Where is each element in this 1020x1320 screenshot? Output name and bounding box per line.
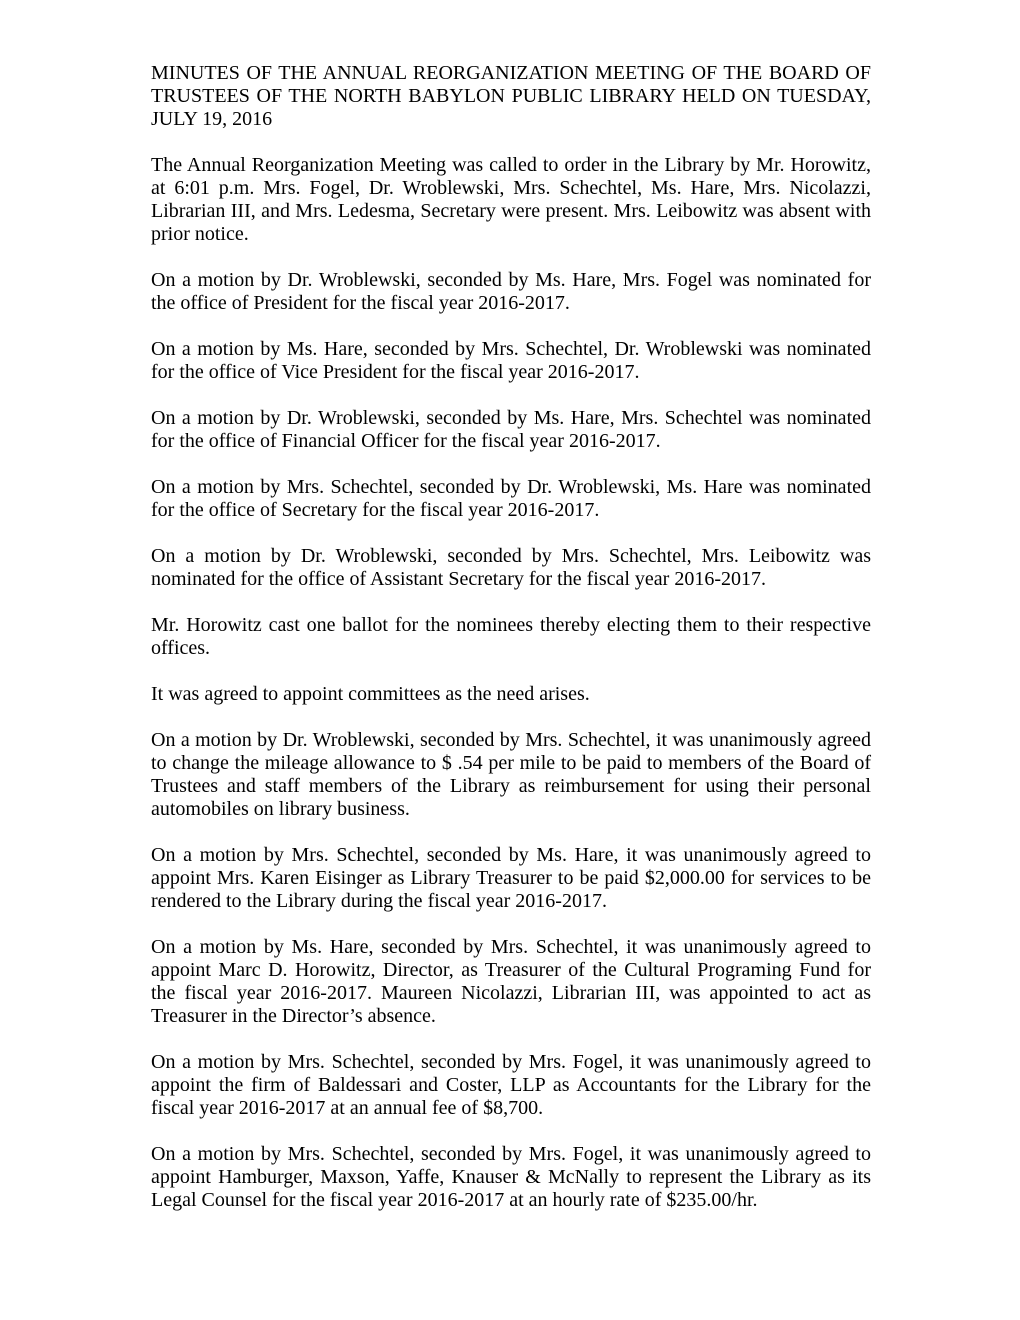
paragraph-mileage-allowance: On a motion by Dr. Wroblewski, seconded by Mrs. Schechtel, it was unanimously agreed to change the mileage allowance to $ .54 per mile to be paid to members of the Board of Trustees and staff members of the Library as reimbursement for using their personal automobiles on library business. (151, 729, 871, 820)
paragraph-accountants: On a motion by Mrs. Schechtel, seconded by Mrs. Fogel, it was unanimously agreed to appoint the firm of Baldessari and Coster, LLP as Accountants for the Library for the fiscal year 2016-2017 at an annual fee of $8,700. (151, 1051, 871, 1119)
paragraph-president-nomination: On a motion by Dr. Wroblewski, seconded by Ms. Hare, Mrs. Fogel was nominated for the office of President for the fiscal year 2016-2017. (151, 269, 871, 314)
paragraph-assistant-secretary-nomination: On a motion by Dr. Wroblewski, seconded by Mrs. Schechtel, Mrs. Leibowitz was nominated for the office of Assistant Secretary for the fiscal year 2016-2017. (151, 545, 871, 590)
document-title: MINUTES OF THE ANNUAL REORGANIZATION MEETING OF THE BOARD OF TRUSTEES OF THE NORTH BABYLON PUBLIC LIBRARY HELD ON TUESDAY, JULY 19, 2016 (151, 62, 871, 130)
paragraph-ballot-cast: Mr. Horowitz cast one ballot for the nominees thereby electing them to their respective offices. (151, 614, 871, 659)
paragraph-committees: It was agreed to appoint committees as the need arises. (151, 683, 590, 705)
paragraph-attendance: The Annual Reorganization Meeting was called to order in the Library by Mr. Horowitz, at 6:01 p.m. Mrs. Fogel, Dr. Wroblewski, Mrs. Schechtel, Ms. Hare, Mrs. Nicolazzi, Librarian III, and Mrs. Ledesma, Secretary were present. Mrs. Leibowitz was absent with prior notice. (151, 154, 871, 245)
paragraph-vice-president-nomination: On a motion by Ms. Hare, seconded by Mrs. Schechtel, Dr. Wroblewski was nominated for the office of Vice President for the fiscal year 2016-2017. (151, 338, 871, 383)
paragraph-cultural-fund-treasurer: On a motion by Ms. Hare, seconded by Mrs. Schechtel, it was unanimously agreed to appoint Marc D. Horowitz, Director, as Treasurer of the Cultural Programing Fund for the fiscal year 2016-2017. Maureen Nicolazzi, Librarian III, was appointed to act as Treasurer in the Director’s absence. (151, 936, 871, 1027)
paragraph-financial-officer-nomination: On a motion by Dr. Wroblewski, seconded by Ms. Hare, Mrs. Schechtel was nominated for the office of Financial Officer for the fiscal year 2016-2017. (151, 407, 871, 452)
paragraph-legal-counsel: On a motion by Mrs. Schechtel, seconded by Mrs. Fogel, it was unanimously agreed to appoint Hamburger, Maxson, Yaffe, Knauser & McNally to represent the Library as its Legal Counsel for the fiscal year 2016-2017 at an hourly rate of $235.00/hr. (151, 1143, 871, 1211)
paragraph-secretary-nomination: On a motion by Mrs. Schechtel, seconded by Dr. Wroblewski, Ms. Hare was nominated for the office of Secretary for the fiscal year 2016-2017. (151, 476, 871, 521)
paragraph-library-treasurer: On a motion by Mrs. Schechtel, seconded by Ms. Hare, it was unanimously agreed to appoint Mrs. Karen Eisinger as Library Treasurer to be paid $2,000.00 for services to be rendered to the Library during the fiscal year 2016-2017. (151, 844, 871, 912)
